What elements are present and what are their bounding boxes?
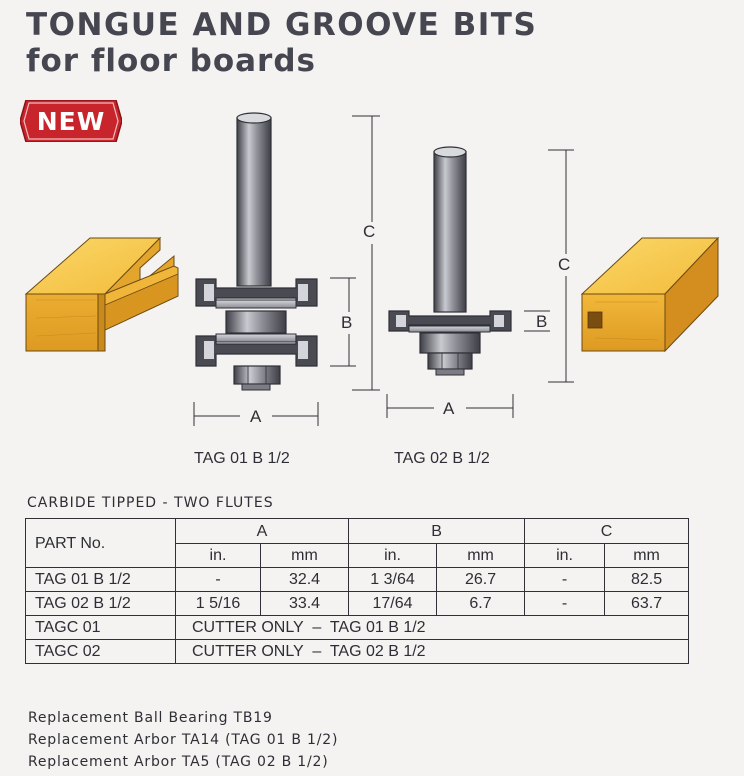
cutter-note-cell: CUTTER ONLY – TAG 01 B 1/2 (176, 616, 689, 640)
tag01-model-label: TAG 01 B 1/2 (194, 450, 290, 467)
table-row (26, 568, 689, 592)
tag01-router-bit (196, 113, 317, 390)
table-row (26, 616, 689, 640)
part-no-header: PART No. (26, 519, 176, 568)
page-subtitle: for floor boards (26, 43, 316, 79)
table-row (26, 592, 689, 616)
unit-header: mm (437, 544, 525, 568)
tag02-router-bit (389, 147, 511, 375)
c-mm-cell: 63.7 (605, 592, 689, 616)
group-header-c: C (525, 519, 689, 544)
spec-table (25, 518, 689, 664)
cutter-note-cell: CUTTER ONLY – TAG 02 B 1/2 (176, 640, 689, 664)
tag02-dim-c-label: C (558, 255, 571, 274)
part-number-cell: TAG 02 B 1/2 (26, 592, 176, 616)
part-number-cell: TAG 01 B 1/2 (26, 568, 176, 592)
unit-header: in. (525, 544, 605, 568)
a-mm-cell: 32.4 (261, 568, 349, 592)
tag01-dim-c-label: C (363, 222, 376, 241)
page-title: TONGUE AND GROOVE BITS (26, 7, 538, 43)
tag01-dim-a-label: A (250, 407, 262, 426)
new-badge-label: NEW (36, 106, 106, 136)
a-mm-cell: 33.4 (261, 592, 349, 616)
unit-header: mm (605, 544, 689, 568)
tag01-dim-b-label: B (341, 313, 353, 332)
tag02-model-label: TAG 02 B 1/2 (394, 450, 490, 467)
b-in-cell: 1 3/64 (349, 568, 437, 592)
tongue-board-illustration (26, 238, 178, 351)
note-line: Replacement Ball Bearing TB19 (28, 710, 273, 726)
groove-board-illustration (582, 238, 718, 351)
table-row (26, 640, 689, 664)
b-mm-cell: 6.7 (437, 592, 525, 616)
unit-header: mm (261, 544, 349, 568)
c-mm-cell: 82.5 (605, 568, 689, 592)
tag01-dimension-lines (194, 116, 380, 426)
note-line: Replacement Arbor TA5 (TAG 02 B 1/2) (28, 754, 329, 770)
part-number-cell: TAGC 01 (26, 616, 176, 640)
b-mm-cell: 26.7 (437, 568, 525, 592)
c-in-cell: - (525, 592, 605, 616)
table-header-row (26, 519, 689, 544)
tag02-dim-a-label: A (443, 399, 455, 418)
a-in-cell: 1 5/16 (176, 592, 261, 616)
a-in-cell: - (176, 568, 261, 592)
tag02-dim-b-label: B (536, 312, 548, 331)
group-header-a: A (176, 519, 349, 544)
b-in-cell: 17/64 (349, 592, 437, 616)
c-in-cell: - (525, 568, 605, 592)
replacement-parts-notes (28, 707, 338, 773)
table-caption: CARBIDE TIPPED - TWO FLUTES (27, 495, 274, 511)
note-line: Replacement Arbor TA14 (TAG 01 B 1/2) (28, 732, 339, 748)
tag02-dimension-lines (387, 150, 574, 418)
unit-header: in. (349, 544, 437, 568)
group-header-b: B (349, 519, 525, 544)
part-number-cell: TAGC 02 (26, 640, 176, 664)
unit-header: in. (176, 544, 261, 568)
